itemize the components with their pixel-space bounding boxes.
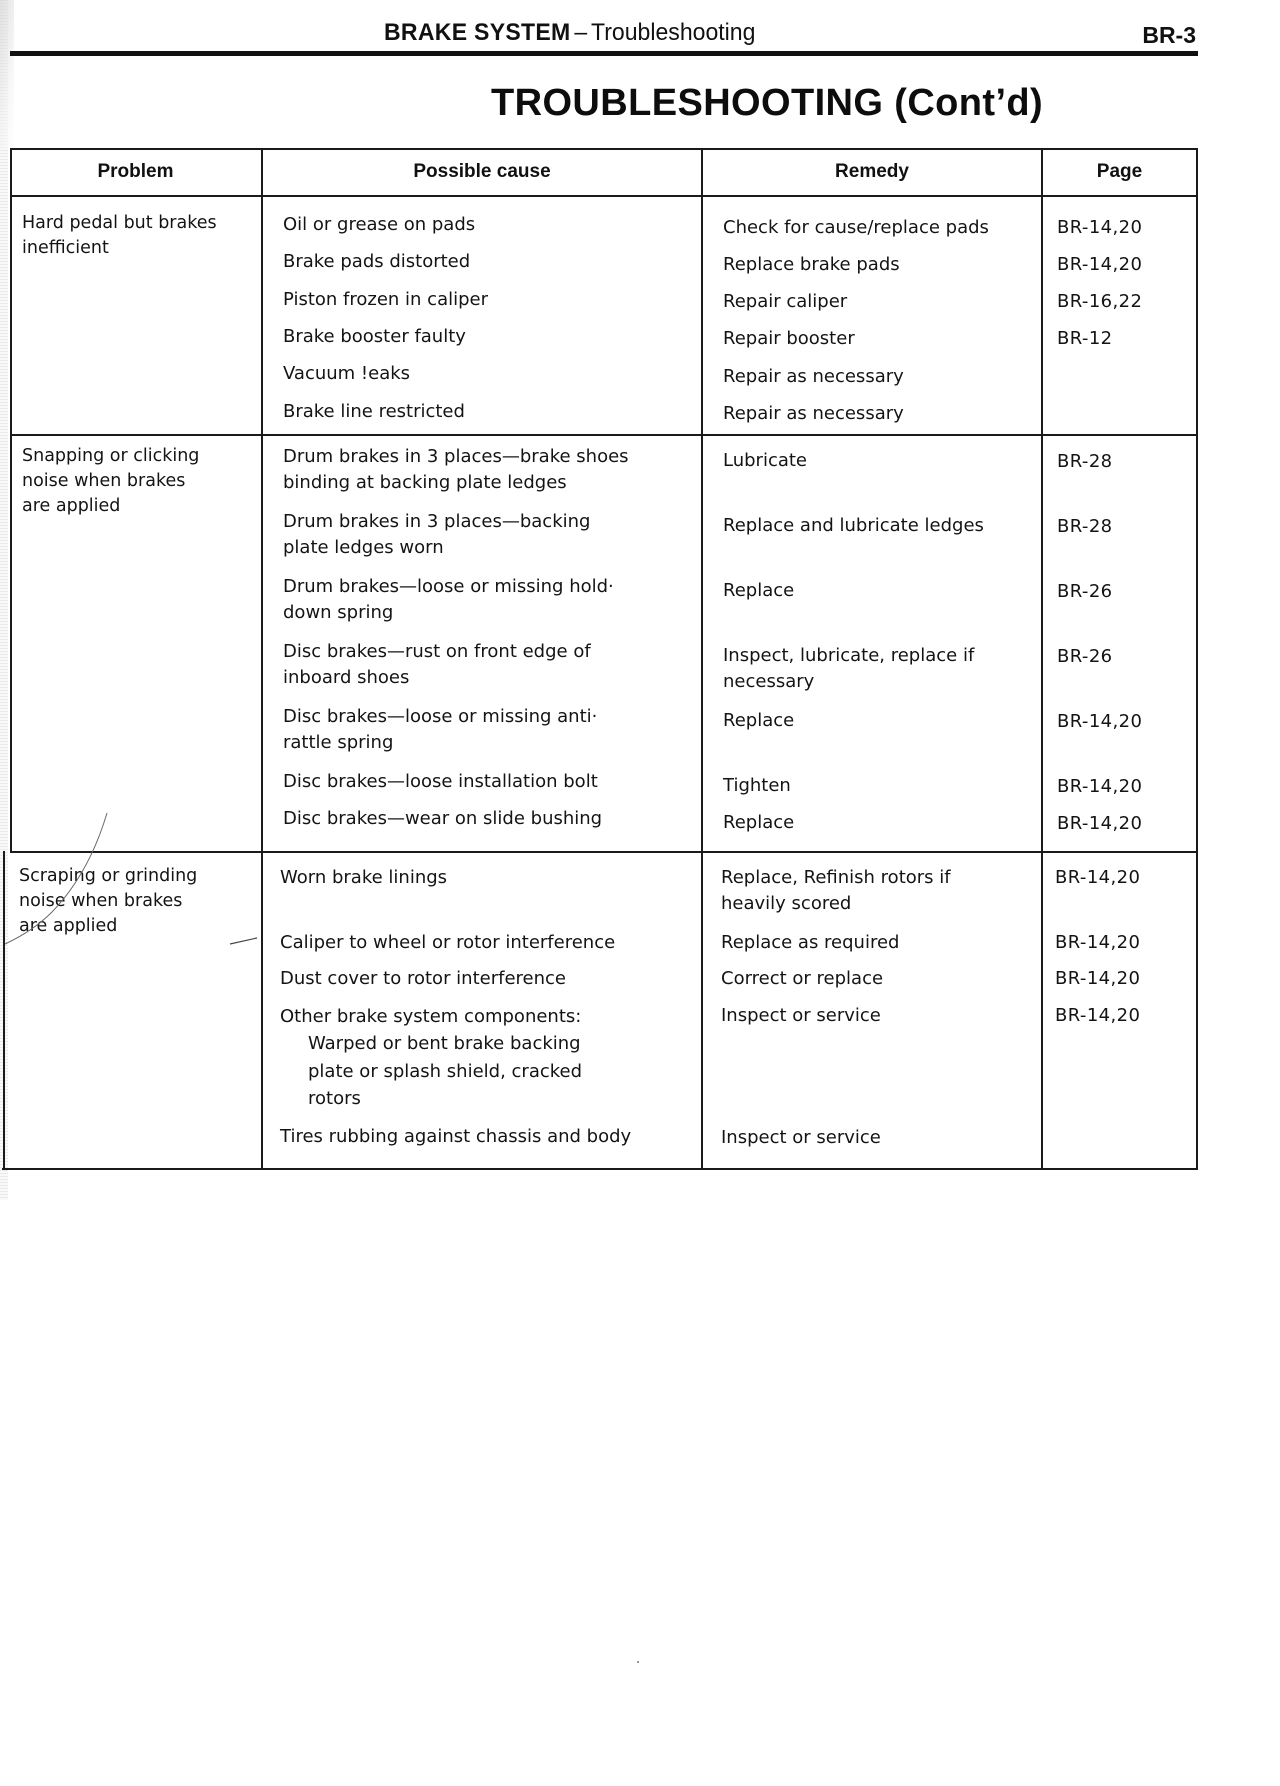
cause-subline: rotors xyxy=(308,1087,361,1109)
cause-line: Disc brakes—loose installation bolt xyxy=(283,771,598,792)
cause-line: Vacuum !eaks xyxy=(283,363,411,384)
remedy-line: Inspect or service xyxy=(721,1005,881,1026)
problem-line: Hard pedal but brakes xyxy=(22,213,217,233)
group-divider xyxy=(10,434,1198,436)
cause-line: Brake booster faulty xyxy=(283,326,466,347)
page-ref[interactable]: BR-16,22 xyxy=(1057,291,1143,312)
group-divider xyxy=(10,851,1198,853)
remedy-cell xyxy=(721,966,883,992)
cause-cell xyxy=(283,704,597,756)
column-divider-remedy-page xyxy=(1041,148,1043,1170)
remedy-cell xyxy=(723,810,794,836)
page-title: TROUBLESHOOTING (Cont’d) xyxy=(491,82,1044,124)
page-ref[interactable]: BR-14,20 xyxy=(1057,217,1143,238)
remedy-line: Replace and lubricate ledges xyxy=(723,515,984,536)
header-page: Page xyxy=(1096,161,1143,182)
remedy-line: Inspect, lubricate, replace if xyxy=(723,645,975,666)
header-problem: Problem xyxy=(97,161,174,182)
page-ref[interactable]: BR-14,20 xyxy=(1055,932,1141,953)
cause-cell xyxy=(280,1124,631,1150)
page-ref[interactable]: BR-14,20 xyxy=(1057,254,1143,275)
cause-cell xyxy=(283,806,602,832)
cause-cell xyxy=(283,212,475,238)
cause-cell xyxy=(283,639,591,691)
remedy-line: heavily scored xyxy=(721,893,852,914)
cause-cell xyxy=(283,399,465,425)
cause-line: Caliper to wheel or rotor interference xyxy=(280,932,616,953)
page-ref[interactable]: BR-14,20 xyxy=(1057,813,1143,834)
remedy-cell xyxy=(723,708,794,734)
remedy-line: Replace xyxy=(723,812,795,833)
problem-line: are applied xyxy=(22,496,121,516)
cause-cell xyxy=(280,930,615,956)
remedy-cell xyxy=(721,865,951,917)
running-head-dash: – xyxy=(574,19,588,46)
page-ref[interactable]: BR-14,20 xyxy=(1055,1005,1141,1026)
remedy-line: Check for cause/replace pads xyxy=(723,217,989,238)
remedy-line: necessary xyxy=(723,671,815,692)
problem-cell xyxy=(22,211,217,261)
table-border-left xyxy=(3,851,5,1170)
remedy-cell xyxy=(721,930,899,956)
cause-subline: plate or splash shield, cracked xyxy=(308,1060,583,1082)
remedy-cell xyxy=(723,643,974,695)
page-ref[interactable]: BR-14,20 xyxy=(1055,867,1141,888)
remedy-line: Replace brake pads xyxy=(723,254,900,275)
remedy-cell xyxy=(723,401,904,427)
problem-line: noise when brakes xyxy=(22,471,186,491)
troubleshooting-table xyxy=(10,148,1198,1170)
cause-cell xyxy=(283,287,488,313)
cause-line: Brake pads distorted xyxy=(283,251,471,272)
cause-cell xyxy=(283,444,629,496)
cause-line: plate ledges worn xyxy=(283,537,444,558)
cause-line: binding at backing plate ledges xyxy=(283,472,567,493)
cause-cell xyxy=(283,574,614,626)
header-cause: Possible cause xyxy=(413,161,551,182)
cause-cell xyxy=(283,769,598,795)
remedy-line: Replace as required xyxy=(721,932,900,953)
cause-subline: Warped or bent brake backing xyxy=(308,1033,581,1055)
remedy-line: Correct or replace xyxy=(721,968,884,989)
problem-cell xyxy=(19,864,197,939)
table-border-right xyxy=(1196,148,1198,1170)
remedy-line: Lubricate xyxy=(723,450,808,471)
cause-line: Brake line restricted xyxy=(283,401,465,422)
remedy-line: Repair booster xyxy=(723,328,855,349)
remedy-cell xyxy=(723,578,794,604)
remedy-line: Replace xyxy=(723,580,795,601)
cause-cell xyxy=(283,324,466,350)
problem-line: noise when brakes xyxy=(19,891,183,911)
page-ref[interactable]: BR-14,20 xyxy=(1057,711,1143,732)
remedy-cell xyxy=(723,448,807,474)
remedy-cell xyxy=(723,513,984,539)
problem-line: are applied xyxy=(19,916,118,936)
cause-line: inboard shoes xyxy=(283,667,410,688)
cause-line: rattle spring xyxy=(283,732,394,753)
problem-cell xyxy=(22,444,199,519)
cause-line: Tires rubbing against chassis and body xyxy=(280,1126,632,1147)
running-head-subsection: Troubleshooting xyxy=(591,19,756,46)
table-border-bottom xyxy=(2,1168,1198,1170)
page-ref[interactable]: BR-14,20 xyxy=(1057,776,1143,797)
cause-cell xyxy=(280,1003,582,1112)
remedy-line: Repair as necessary xyxy=(723,403,904,424)
cause-line: Drum brakes in 3 places—brake shoes xyxy=(283,446,629,467)
page-ref[interactable]: BR-12 xyxy=(1057,328,1113,349)
remedy-cell xyxy=(723,215,989,241)
remedy-cell xyxy=(721,1003,881,1029)
remedy-line: Repair caliper xyxy=(723,291,848,312)
cause-cell xyxy=(283,361,410,387)
page-number: BR-3 xyxy=(1142,22,1196,48)
column-divider-problem-cause xyxy=(261,148,263,1170)
page-ref[interactable]: BR-28 xyxy=(1057,451,1113,472)
cause-line: Disc brakes—loose or missing anti· xyxy=(283,706,598,727)
cause-line: Disc brakes—wear on slide bushing xyxy=(283,808,603,829)
column-divider-cause-remedy xyxy=(701,148,703,1170)
cause-cell xyxy=(283,509,590,561)
cause-line: Other brake system components: xyxy=(280,1006,582,1027)
header-remedy: Remedy xyxy=(835,161,909,182)
page-ref[interactable]: BR-26 xyxy=(1057,646,1113,667)
remedy-line: Replace xyxy=(723,710,795,731)
header-rule xyxy=(10,51,1198,56)
remedy-cell xyxy=(723,326,855,352)
page-ref[interactable]: BR-26 xyxy=(1057,581,1113,602)
remedy-line: Inspect or service xyxy=(721,1127,881,1148)
scan-speck xyxy=(637,1661,639,1663)
page-ref[interactable]: BR-14,20 xyxy=(1055,968,1141,989)
cause-line: Disc brakes—rust on front edge of xyxy=(283,641,591,662)
cause-line: down spring xyxy=(283,602,394,623)
remedy-cell xyxy=(723,773,791,799)
remedy-cell xyxy=(721,1125,881,1151)
cause-line: Oil or grease on pads xyxy=(283,214,476,235)
cause-line: Drum brakes in 3 places—backing xyxy=(283,511,591,532)
table-border-left xyxy=(10,148,12,853)
cause-line: Dust cover to rotor interference xyxy=(280,968,566,989)
page-ref[interactable]: BR-28 xyxy=(1057,516,1113,537)
scan-edge-shading-top xyxy=(0,0,14,150)
remedy-cell xyxy=(723,364,904,390)
problem-line: inefficient xyxy=(22,238,109,258)
problem-line: Scraping or grinding xyxy=(19,866,198,886)
running-head-section: BRAKE SYSTEM xyxy=(384,19,571,46)
cause-cell xyxy=(280,865,447,891)
cause-line: Worn brake linings xyxy=(280,867,448,888)
cause-cell xyxy=(283,249,470,275)
cause-cell xyxy=(280,966,566,992)
running-head xyxy=(384,18,787,48)
remedy-line: Repair as necessary xyxy=(723,366,904,387)
remedy-line: Tighten xyxy=(723,775,791,796)
cause-line: Piston frozen in caliper xyxy=(283,289,489,310)
remedy-line: Replace, Refinish rotors if xyxy=(721,867,951,888)
remedy-cell xyxy=(723,252,900,278)
problem-line: Snapping or clicking xyxy=(22,446,200,466)
remedy-cell xyxy=(723,289,847,315)
cause-line: Drum brakes—loose or missing hold· xyxy=(283,576,614,597)
